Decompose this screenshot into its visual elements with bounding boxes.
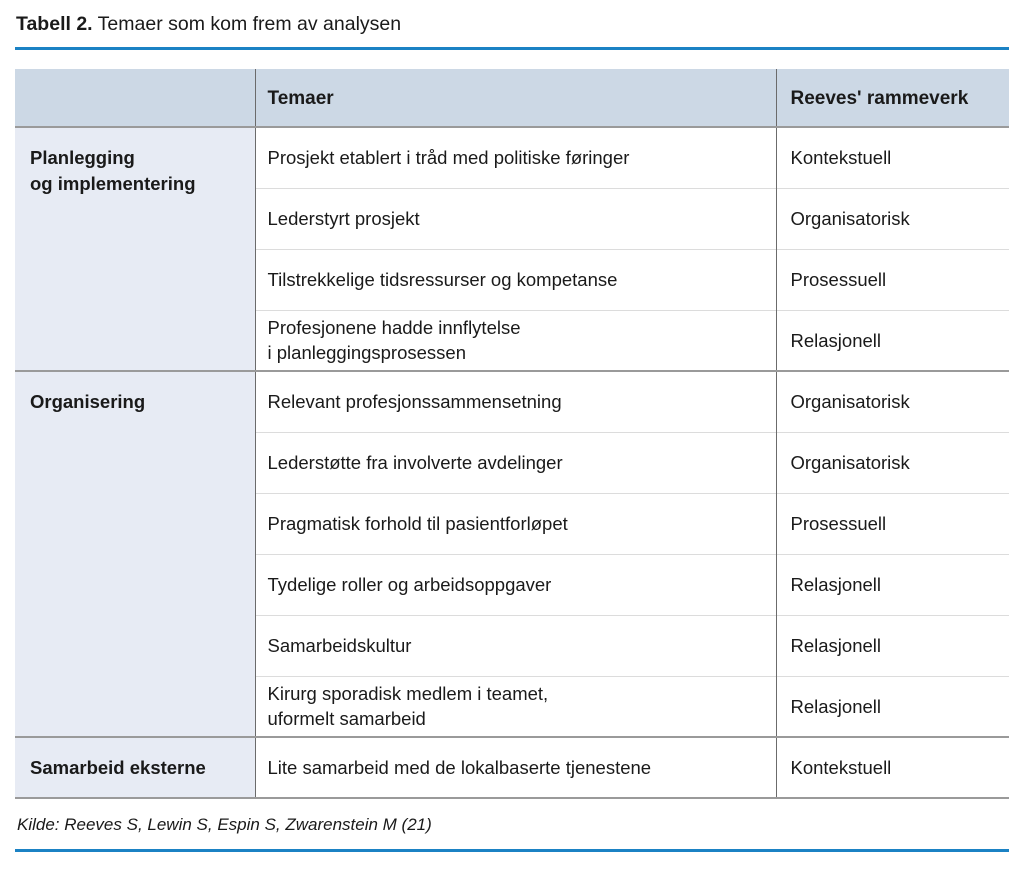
- table-header: [15, 69, 1009, 127]
- group-label-cell: [15, 737, 255, 798]
- table-body: [15, 127, 1009, 798]
- theme-cell: [255, 615, 776, 676]
- theme-cell: [255, 249, 776, 310]
- theme-text-line: Kirurg sporadisk medlem i teamet,: [267, 683, 549, 705]
- header-theme-column: Temaer: [255, 69, 776, 127]
- framework-cell: Relasjonell: [776, 554, 1009, 615]
- group-label-cell: [15, 127, 255, 371]
- caption-text: Temaer som kom frem av analysen: [97, 13, 402, 35]
- theme-text-line: Prosjekt etablert i tråd med politiske føringer: [267, 147, 630, 169]
- theme-cell: [255, 432, 776, 493]
- table-row: [15, 127, 1009, 188]
- header-group-column: [15, 69, 255, 127]
- group-label-line: Organisering: [30, 391, 146, 412]
- theme-text-line: uformelt samarbeid: [267, 708, 426, 730]
- framework-cell: Kontekstuell: [776, 737, 1009, 798]
- theme-cell: [255, 371, 776, 432]
- bottom-accent-rule: [15, 849, 1009, 852]
- theme-cell: [255, 554, 776, 615]
- framework-cell: Relasjonell: [776, 676, 1009, 737]
- group-label-line: Samarbeid eksterne: [30, 757, 206, 778]
- header-row: [15, 69, 1009, 127]
- theme-text-line: Lederstøtte fra involverte avdelinger: [267, 452, 563, 473]
- theme-cell: [255, 310, 776, 371]
- theme-cell: [255, 127, 776, 188]
- theme-cell: [255, 493, 776, 554]
- theme-text-line: Samarbeidskultur: [267, 635, 412, 656]
- table-row: [15, 371, 1009, 432]
- theme-cell: [255, 737, 776, 798]
- framework-cell: Prosessuell: [776, 249, 1009, 310]
- theme-cell: [255, 188, 776, 249]
- group-label-line: og implementering: [30, 173, 196, 194]
- framework-cell: Organisatorisk: [776, 432, 1009, 493]
- theme-cell: [255, 676, 776, 737]
- theme-text-line: Tydelige roller og arbeidsoppgaver: [267, 574, 552, 595]
- theme-text-line: Profesjonene hadde innflytelse: [267, 317, 521, 339]
- theme-text-line: i planleggingsprosessen: [267, 342, 466, 364]
- framework-cell: Relasjonell: [776, 310, 1009, 371]
- top-accent-rule: [15, 47, 1009, 50]
- framework-cell: Prosessuell: [776, 493, 1009, 554]
- group-label-cell: [15, 371, 255, 737]
- themes-table: [15, 69, 1009, 799]
- group-label-line: Planlegging: [30, 147, 135, 168]
- header-framework-column: Reeves' rammeverk: [776, 69, 1009, 127]
- table-caption: [15, 0, 1009, 47]
- framework-cell: Organisatorisk: [776, 188, 1009, 249]
- theme-text-line: Lite samarbeid med de lokalbaserte tjenestene: [267, 757, 652, 778]
- theme-text-line: Pragmatisk forhold til pasientforløpet: [267, 513, 568, 534]
- source-note: Kilde: Reeves S, Lewin S, Espin S, Zwarenstein M (21): [17, 815, 432, 834]
- theme-text-line: Tilstrekkelige tidsressurser og kompetanse: [267, 269, 618, 290]
- theme-text-line: Lederstyrt prosjekt: [267, 208, 420, 229]
- caption-label: Tabell 2.: [16, 13, 93, 35]
- theme-text-line: Relevant profesjonssammensetning: [267, 391, 562, 413]
- framework-cell: Organisatorisk: [776, 371, 1009, 432]
- framework-cell: Kontekstuell: [776, 127, 1009, 188]
- framework-cell: Relasjonell: [776, 615, 1009, 676]
- table-row: [15, 737, 1009, 798]
